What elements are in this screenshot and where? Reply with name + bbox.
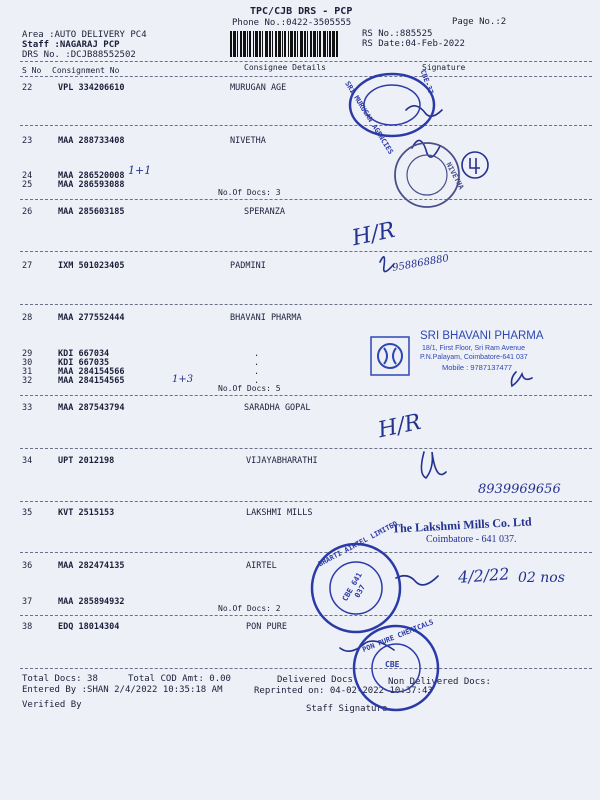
row-consignee: . (254, 358, 260, 368)
row-sno: 27 (22, 261, 33, 271)
row-consignee: MURUGAN AGE (230, 83, 287, 93)
row-consignment: EDQ 18014304 (58, 622, 120, 632)
row-consignment: IXM 501023405 (58, 261, 125, 271)
lakshmi-mills-city: Coimbatore - 641 037. (426, 534, 517, 545)
row-sno: 29 (22, 349, 33, 359)
ponpure-stamp-center: CBE (385, 660, 400, 669)
no-of-docs: No.Of Docs: 2 (218, 604, 281, 613)
row-consignee: . (254, 367, 260, 377)
rs-number: RS No.:885525 (362, 29, 433, 39)
row-consignment: MAA 285894932 (58, 597, 125, 607)
delivered-docs: Delivered Docs: (277, 675, 359, 685)
handwritten-note: 1+3 (172, 374, 194, 385)
row-consignee: SPERANZA (244, 207, 285, 217)
row-consignee: NIVETHA (230, 136, 266, 146)
row-sno: 24 (22, 171, 33, 181)
murugan-stamp-code: CBE-37 (418, 68, 435, 96)
handwritten-phone: 8939969656 (478, 482, 561, 497)
bhavani-mobile: Mobile : 9787137477 (442, 363, 513, 372)
no-of-docs: No.Of Docs: 3 (218, 188, 281, 197)
handwritten-date: 4/2/22 (457, 564, 511, 587)
reprinted-on: Reprinted on: 04-02-2022 10:37:43 (254, 686, 433, 696)
row-consignee: . (254, 349, 260, 359)
rs-date: RS Date:04-Feb-2022 (362, 39, 465, 49)
non-delivered-docs: Non Delivered Docs: (388, 677, 491, 687)
col-consignee: Consignee Details (244, 63, 326, 72)
entered-by: Entered By :SHAN 2/4/2022 10:35:18 AM (22, 685, 223, 695)
row-consignment: MAA 277552444 (58, 313, 125, 323)
row-consignment: KDI 667035 (58, 358, 110, 368)
row-consignee: . (254, 376, 260, 386)
row-sno: 23 (22, 136, 33, 146)
row-sno: 26 (22, 207, 33, 217)
airtel-stamp-center: CBE 641 037 (340, 570, 368, 603)
row-consignment: MAA 288733408 (58, 136, 125, 146)
row-consignee: LAKSHMI MILLS (246, 508, 313, 518)
handwritten-note: H/R (375, 409, 424, 444)
row-consignment: MAA 286593088 (58, 180, 125, 190)
row-sno: 32 (22, 376, 33, 386)
handwritten-note: 02 nos (518, 570, 565, 586)
row-consignment: VPL 334206610 (58, 83, 125, 93)
bhavani-address-2: P.N.Palayam, Coimbatore-641 037 (420, 354, 528, 361)
row-sno: 35 (22, 508, 33, 518)
row-consignee: BHAVANI PHARMA (230, 313, 302, 323)
phone-number: Phone No.:0422-3505555 (232, 18, 352, 28)
row-consignment: KDI 667034 (58, 349, 110, 359)
handwritten-note: H/R (349, 217, 398, 252)
row-consignment: KVT 2515153 (58, 508, 115, 518)
row-consignment: MAA 286520008 (58, 171, 125, 181)
row-sno: 25 (22, 180, 33, 190)
row-consignee: VIJAYABHARATHI (246, 456, 318, 466)
row-consignment: MAA 284154565 (58, 376, 125, 386)
murugan-stamp-text: SRI MURUGAN AGENCIES (343, 80, 395, 156)
area-label: Area :AUTO DELIVERY PC4 (22, 30, 147, 40)
row-consignment: MAA 282474135 (58, 561, 125, 571)
row-sno: 31 (22, 367, 33, 377)
row-consignee: SARADHA GOPAL (244, 403, 311, 413)
bhavani-name: SRI BHAVANI PHARMA (420, 330, 544, 342)
total-docs: Total Docs: 38 (22, 674, 98, 684)
row-sno: 38 (22, 622, 33, 632)
col-signature: Signature (422, 63, 466, 72)
row-sno: 22 (22, 83, 33, 93)
bhavani-logo-icon (370, 336, 410, 376)
col-consignment: Consignment No (52, 66, 120, 75)
col-sno: S No (22, 66, 42, 75)
nivetha-stamp-text: NIVETHA (444, 161, 466, 191)
handwritten-phone: 958868880 (391, 253, 450, 274)
row-consignment: UPT 2012198 (58, 456, 115, 466)
row-consignee: AIRTEL (246, 561, 277, 571)
row-sno: 30 (22, 358, 33, 368)
row-sno: 36 (22, 561, 33, 571)
document-title: TPC/CJB DRS - PCP (250, 6, 353, 17)
no-of-docs: No.Of Docs: 5 (218, 384, 281, 393)
row-consignee: PON PURE (246, 622, 287, 632)
airtel-stamp-ring-text: BHARTI AIRTEL LIMITED (317, 519, 399, 569)
verified-by: Verified By (22, 700, 82, 710)
row-consignment: MAA 285603185 (58, 207, 125, 217)
row-consignment: MAA 287543794 (58, 403, 125, 413)
row-consignee: PADMINI (230, 261, 266, 271)
row-sno: 34 (22, 456, 33, 466)
lakshmi-mills-stamp: The Lakshmi Mills Co. Ltd (391, 514, 532, 536)
row-sno: 28 (22, 313, 33, 323)
circled-mark (460, 150, 490, 180)
page-number: Page No.:2 (452, 17, 507, 27)
row-sno: 33 (22, 403, 33, 413)
bhavani-pharma-stamp (370, 330, 566, 382)
handwritten-note: 1+1 (128, 164, 152, 177)
drs-number: DRS No. :DCJB88552502 (22, 50, 136, 60)
row-sno: 37 (22, 597, 33, 607)
staff-signature: Staff Signature (306, 704, 388, 714)
row-consignment: MAA 284154566 (58, 367, 125, 377)
total-cod: Total COD Amt: 0.00 (128, 674, 231, 684)
ponpure-stamp-ring-text: PON PURE CHEMICALS (361, 618, 435, 654)
staff-label: Staff :NAGARAJ PCP (22, 40, 120, 50)
bhavani-address-1: 18/1, First Floor, Sri Ram Avenue (422, 345, 525, 352)
